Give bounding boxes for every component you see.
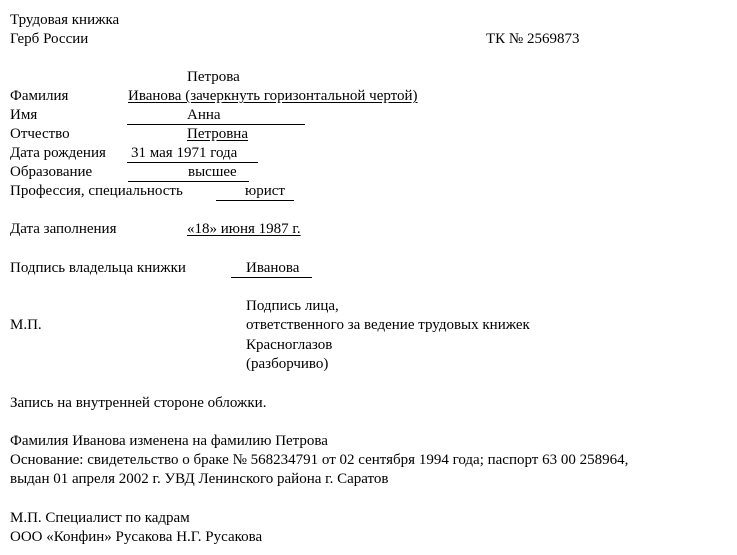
company-signature-line: ООО «Конфин» Русакова Н.Г. Русакова (10, 529, 263, 545)
name-value: Анна (187, 107, 221, 123)
responsible-sign-line1: Подпись лица, (246, 298, 339, 314)
profession-label: Профессия, специальность (10, 183, 183, 199)
emblem-label: Герб России (10, 31, 89, 47)
legibly-note: (разборчиво) (246, 356, 329, 372)
education-value: высшее (188, 164, 237, 180)
hr-specialist-line: М.П. Специалист по кадрам (10, 510, 190, 526)
patronymic-value: Петровна (187, 126, 248, 142)
responsible-name: Красноглазов (246, 337, 333, 353)
inner-record-heading: Запись на внутренней стороне обложки. (10, 395, 267, 411)
owner-signature-label: Подпись владельца книжки (10, 260, 186, 276)
profession-value: юрист (245, 183, 285, 199)
education-label: Образование (10, 164, 93, 180)
owner-signature-value: Иванова (246, 260, 300, 276)
surname-value: Иванова (зачеркнуть горизонтальной чертой) (128, 88, 418, 104)
birth-date-label: Дата рождения (10, 145, 106, 161)
basis-line-1: Основание: свидетельство о браке № 568234791 от 02 сентября 1994 года; паспорт 63 00 258964, (10, 452, 629, 468)
basis-line-2: выдан 01 апреля 2002 г. УВД Ленинского района г. Саратов (10, 471, 389, 487)
birth-date-value: 31 мая 1971 года (131, 145, 238, 161)
surname-label: Фамилия (10, 88, 69, 104)
profession-underline (216, 200, 294, 201)
fill-date-value: «18» июня 1987 г. (187, 221, 301, 237)
new-surname: Петрова (187, 69, 240, 85)
owner-signature-underline (231, 277, 312, 278)
workbook-number: ТК № 2569873 (486, 31, 580, 47)
responsible-sign-line2: ответственного за ведение трудовых книжек (246, 317, 530, 333)
fill-date-label: Дата заполнения (10, 221, 117, 237)
document-title: Трудовая книжка (10, 12, 120, 28)
surname-change-text: Фамилия Иванова изменена на фамилию Петрова (10, 433, 328, 449)
stamp-place: М.П. (10, 317, 42, 333)
patronymic-label: Отчество (10, 126, 70, 142)
name-label: Имя (10, 107, 38, 123)
